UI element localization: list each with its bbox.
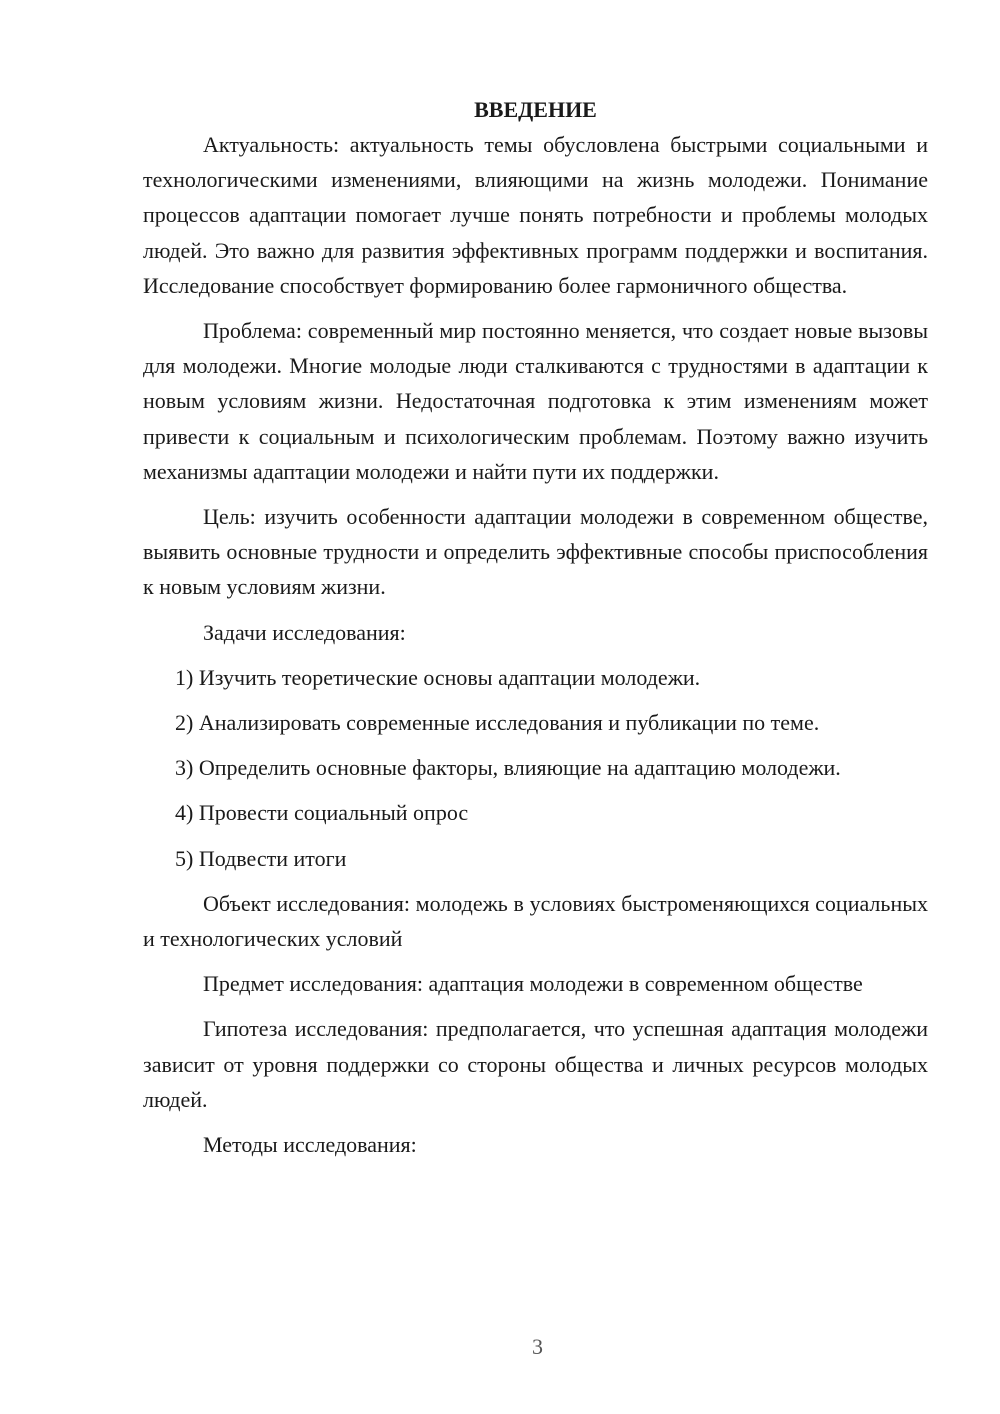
relevance-paragraph: Актуальность: актуальность темы обусловлена быстрыми социальными и технологическими изменениями, влияющими на жизнь молодежи. Понимание процессов адаптации помогает лучше понять потребности и проблемы молодых людей. Это важно для развития эффективных программ поддержки и воспитания. Исследование способствует формированию более гармоничного общества. bbox=[143, 132, 928, 298]
task-item-1: 1) Изучить теоретические основы адаптации молодежи. bbox=[175, 664, 701, 690]
page-number: 3 bbox=[532, 1334, 543, 1359]
task-item-4: 4) Провести социальный опрос bbox=[175, 800, 469, 826]
task-item-3: 3) Определить основные факторы, влияющие на адаптацию молодежи. bbox=[175, 755, 841, 781]
task-item-2: 2) Анализировать современные исследования и публикации по теме. bbox=[175, 710, 820, 736]
page-content bbox=[143, 92, 928, 1172]
section-heading: ВВЕДЕНИЕ bbox=[474, 97, 597, 122]
object-paragraph: Объект исследования: молодежь в условиях быстроменяющихся социальных и технологических условий bbox=[143, 890, 928, 952]
hypothesis-paragraph: Гипотеза исследования: предполагается, что успешная адаптация молодежи зависит от уровня поддержки со стороны общества и личных ресурсов молодых людей. bbox=[143, 1016, 928, 1112]
subject-paragraph: Предмет исследования: адаптация молодежи в современном обществе bbox=[203, 971, 863, 997]
goal-paragraph: Цель: изучить особенности адаптации молодежи в современном обществе, выявить основные трудности и определить эффективные способы приспособления к новым условиям жизни. bbox=[143, 504, 928, 600]
problem-paragraph: Проблема: современный мир постоянно меняется, что создает новые вызовы для молодежи. Многие молодые люди сталкиваются с трудностями в адаптации к новым условиям жизни. Недостаточная подготовка к этим изменениям может привести к социальным и психологическим проблемам. Поэтому важно изучить механизмы адаптации молодежи и найти пути их поддержки. bbox=[143, 318, 928, 484]
methods-title: Методы исследования: bbox=[203, 1132, 417, 1158]
task-item-5: 5) Подвести итоги bbox=[175, 845, 347, 871]
tasks-title: Задачи исследования: bbox=[203, 619, 406, 645]
